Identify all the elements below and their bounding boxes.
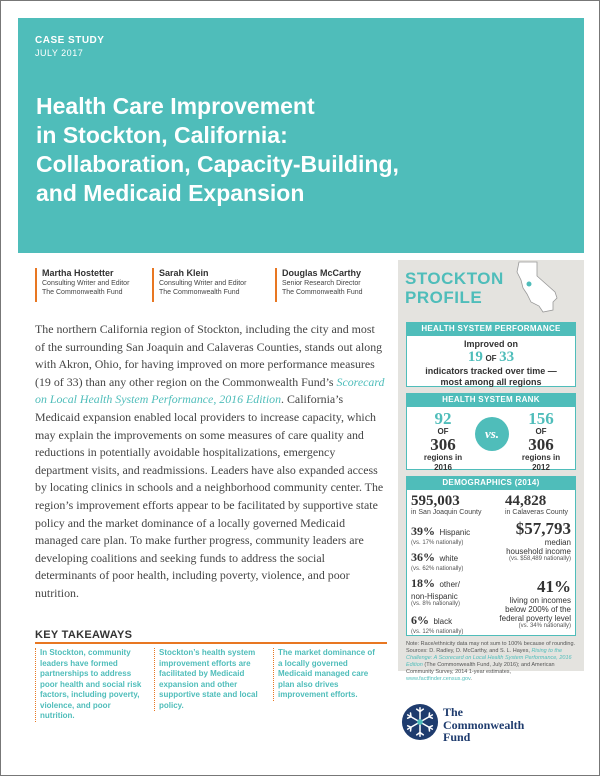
profile-title-line: STOCKTON — [405, 269, 504, 288]
title-line: in Stockton, California: — [36, 122, 288, 148]
author-klein — [152, 268, 246, 302]
poverty-label: below 200% of the — [505, 605, 571, 614]
stat-national: (vs. 8% nationally) — [411, 601, 461, 607]
author-hostetter — [35, 268, 129, 302]
hispanic-stat — [411, 522, 470, 547]
author-affiliation: The Commonwealth Fund — [42, 289, 123, 296]
other-stat — [411, 574, 460, 608]
logo-line: Fund — [443, 730, 471, 744]
income-value: $57,793 — [515, 519, 571, 538]
of-label: OF — [485, 354, 497, 363]
author-affiliation: The Commonwealth Fund — [282, 289, 363, 296]
improved-count: 19 — [467, 349, 483, 365]
commonwealth-fund-logo — [401, 703, 541, 747]
rank-total: 306 — [430, 435, 456, 454]
author-role: Consulting Writer and Editor — [42, 280, 130, 287]
rank-2012 — [513, 410, 569, 473]
author-role: Senior Research Director — [282, 280, 361, 287]
population-label: in San Joaquin County — [411, 509, 482, 516]
rank-total: 306 — [528, 435, 554, 454]
poverty-label: living on incomes — [509, 596, 571, 605]
logo-line: Commonwealth — [443, 717, 525, 732]
stat-label: other/ — [439, 580, 460, 589]
summary-paragraph — [35, 321, 387, 603]
sources-note — [406, 641, 576, 683]
income-national: (vs. $58,489 nationally) — [508, 556, 571, 562]
rank-value: 156 — [528, 409, 554, 428]
scorecard-link[interactable]: Scorecard on Local Health System Performance, 2016 Edition — [35, 374, 385, 407]
stat-percent: 18% — [411, 576, 435, 590]
of-label: OF — [535, 427, 547, 436]
demographics-box — [406, 489, 576, 636]
rank-box — [406, 406, 576, 470]
summary-text: The northern California region of Stockton, including the city and most of the surrounding San Joaquin and Calaveras Counties, stands out along with Akron, Ohio, for having improved on more performance measures (19 of 33) than any other region on the Commonwealth Fund’s — [35, 322, 383, 389]
summary-text: . California’s Medicaid expansion enabled local providers to increase capacity, which may explain the improvements on some measures of care quality and reductions in potentially avoidable hospitalizations, emergency department visits, and readmissions. Leaders have also expanded access by locating clinics in schools and a neighborhood community center. The region’s improvement efforts appear to be facilitated by supportive state policy and the market dominance of a locally governed Medicaid managed care plan. To make further progress, community leaders are developing coalitions and seeking funds to address the social determinants of poor health, including poverty, violence, and poor nutrition. — [35, 392, 384, 600]
title-line: and Medicaid Expansion — [36, 180, 305, 206]
population-label: in Calaveras County — [505, 509, 569, 516]
stat-label: non-Hispanic — [411, 592, 458, 601]
stat-label: black — [433, 617, 453, 626]
stat-national: (vs. 62% nationally) — [411, 566, 464, 572]
stockton-profile-sidebar — [398, 260, 584, 682]
author-list — [35, 268, 375, 304]
performance-line: most among all regions — [440, 377, 542, 387]
author-name: Sarah Klein — [159, 268, 209, 278]
takeaway-item: In Stockton, community leaders have formed partnerships to address poor health and social risk factors, including poverty, violence, and poor nutrition. — [35, 648, 143, 722]
poverty-stat — [479, 578, 571, 630]
rank-heading: HEALTH SYSTEM RANK — [406, 393, 576, 406]
author-name: Douglas McCarthy — [282, 268, 362, 278]
san-joaquin-population — [411, 493, 481, 517]
author-affiliation: The Commonwealth Fund — [159, 289, 240, 296]
author-mccarthy — [275, 268, 363, 302]
report-link[interactable]: Rising to the Challenge: A Scorecard on Local Health System Performance, 2016 Edition — [406, 648, 572, 668]
takeaway-item: Stockton’s health system improvement efforts are facilitated by Medicaid expansion and other supportive state and local policy. — [154, 648, 262, 711]
note-text: Note: Race/ethnicity data may not sum to 100% because of rounding. Sources: D. Radley, D. McCarthy, and S. L. Hayes, — [406, 641, 576, 654]
performance-box — [406, 335, 576, 387]
income-label: median — [544, 538, 571, 547]
stat-label: Hispanic — [439, 528, 471, 537]
page-title — [36, 92, 566, 208]
logo-wordmark — [443, 706, 524, 744]
snowflake-logo-icon — [401, 703, 439, 741]
title-line: Health Care Improvement — [36, 93, 315, 119]
poverty-label: federal poverty level — [499, 614, 571, 623]
of-label: OF — [437, 427, 449, 436]
stat-percent: 36% — [411, 550, 435, 564]
census-link[interactable]: www.factfinder.census.gov — [406, 676, 471, 682]
income-stat — [487, 520, 571, 563]
stat-percent: 39% — [411, 524, 435, 538]
poverty-value: 41% — [537, 577, 571, 596]
performance-line: indicators tracked over time — — [425, 366, 557, 376]
income-label: household income — [506, 547, 571, 556]
black-stat — [411, 611, 463, 636]
takeaway-item: The market dominance of a locally governed Medicaid managed care plan also drives improvement efforts. — [273, 648, 381, 701]
author-role: Consulting Writer and Editor — [159, 280, 247, 287]
key-takeaways-divider — [35, 642, 387, 644]
performance-heading: HEALTH SYSTEM PERFORMANCE — [406, 322, 576, 335]
stat-percent: 6% — [411, 613, 429, 627]
stat-label: white — [439, 554, 459, 563]
rank-2016 — [415, 410, 471, 473]
performance-line: Improved on — [463, 339, 518, 349]
key-takeaways-heading: KEY TAKEAWAYS — [35, 629, 133, 641]
case-study-label: CASE STUDY — [35, 35, 105, 46]
white-stat — [411, 548, 463, 573]
rank-caption: regions in 2012 — [521, 453, 561, 472]
profile-title — [405, 269, 504, 307]
stockton-marker — [527, 282, 532, 287]
note-text: (The Commonwealth Fund, July 2016); and American Community Survey, 2014 1-year estimates, — [406, 662, 555, 675]
poverty-national: (vs. 34% nationally) — [518, 623, 571, 629]
total-count: 33 — [499, 349, 515, 365]
author-name: Martha Hostetter — [42, 268, 114, 278]
profile-title-line: PROFILE — [405, 288, 483, 307]
logo-line: The — [443, 705, 464, 719]
population-value: 44,828 — [505, 493, 547, 509]
rank-value: 92 — [434, 409, 452, 428]
note-text: . — [470, 676, 472, 682]
stat-national: (vs. 17% nationally) — [411, 540, 464, 546]
header-banner — [18, 18, 584, 253]
versus-badge: vs. — [475, 417, 509, 451]
stat-national: (vs. 12% nationally) — [411, 629, 464, 635]
calaveras-population — [505, 493, 568, 517]
population-value: 595,003 — [411, 493, 460, 509]
performance-count — [407, 350, 575, 366]
title-line: Collaboration, Capacity-Building, — [36, 151, 399, 177]
demographics-heading: DEMOGRAPHICS (2014) — [406, 476, 576, 489]
rank-caption: regions in 2016 — [423, 453, 463, 472]
california-map-icon — [513, 260, 573, 314]
publication-date: JULY 2017 — [35, 48, 84, 58]
